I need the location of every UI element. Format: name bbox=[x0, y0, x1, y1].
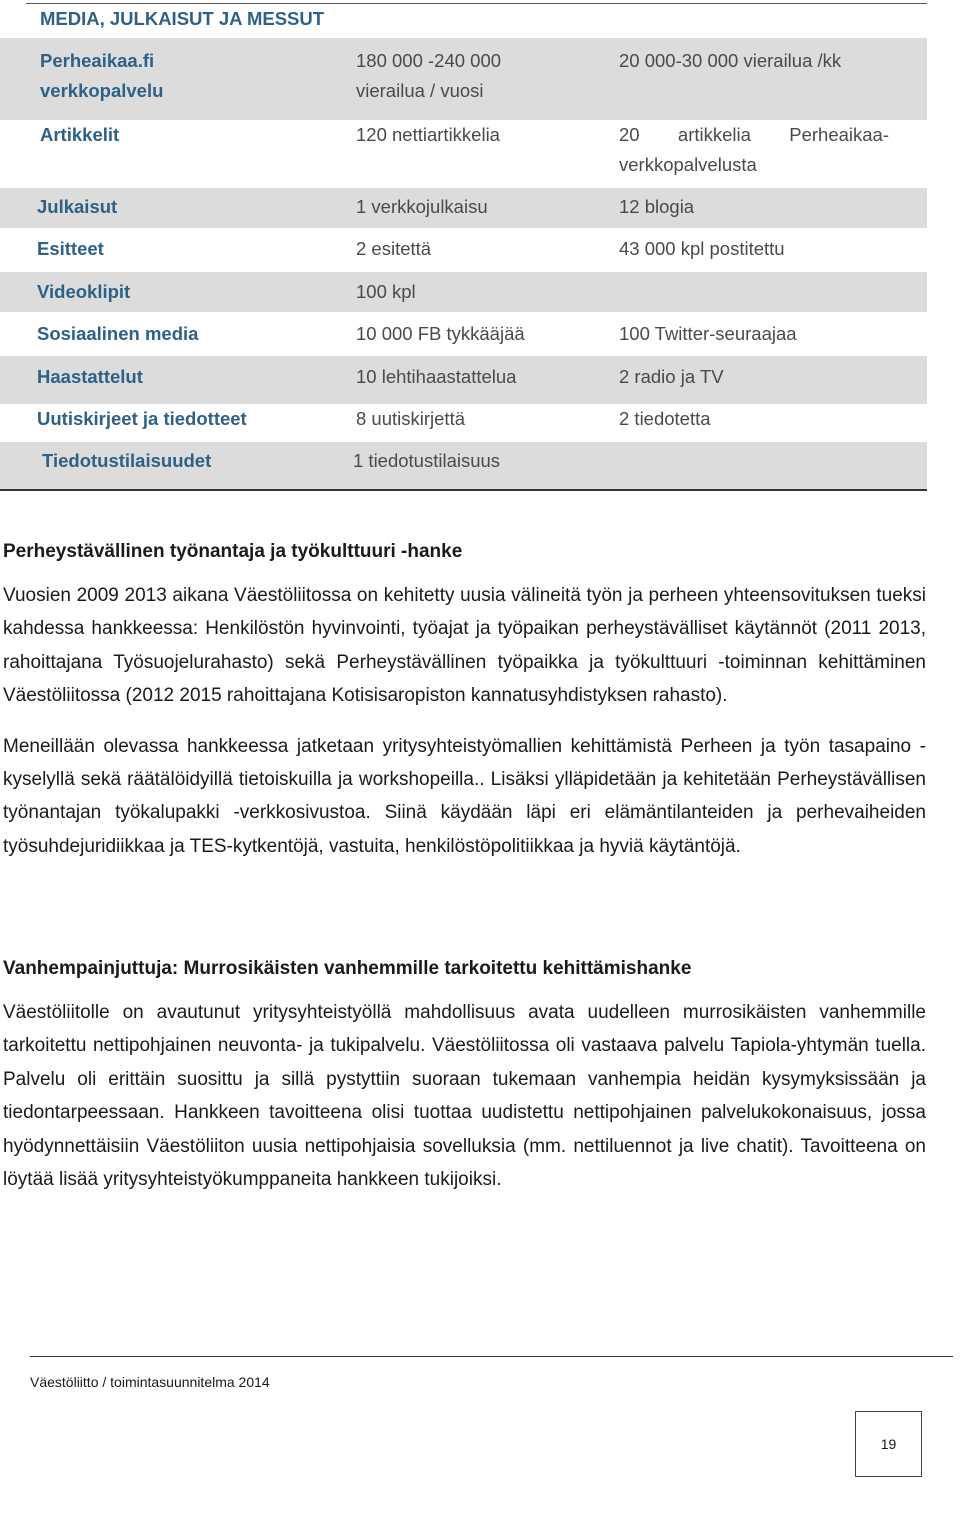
row-col2: 10 000 FB tykkääjää bbox=[356, 323, 525, 344]
row-label: Haastattelut bbox=[37, 366, 143, 387]
row-label: Julkaisut bbox=[37, 196, 118, 217]
section-heading: Perheystävällinen työnantaja ja työkulttuuri -hanke bbox=[3, 541, 463, 562]
row-col2: 2 esitettä bbox=[356, 238, 432, 259]
page-number: 19 bbox=[880, 1436, 897, 1452]
paragraph: Meneillään olevassa hankkeessa jatketaan yritysyhteistyömallien kehittämistä Perheen ja työn tasapaino -kyselyllä sekä räätälöidyillä tietoiskuilla ja workshopeilla.. Lisäksi ylläpidetään ja kehitetään Perheystävällisen työnantajan työkalupakki -verkkosivustoa. Siinä käydään läpi eri elämäntilanteiden ja perhevaiheiden työsuhdejuridiikkaa ja TES-kytkentöjä, vastuita, henkilöstöpolitiikkaa ja hyviä käytäntöjä. bbox=[3, 735, 926, 857]
row-col2: 100 kpl bbox=[356, 281, 416, 302]
table-row bbox=[0, 442, 927, 489]
row-col2: 180 000 -240 000 vierailua / vuosi bbox=[356, 50, 502, 101]
row-label: Tiedotustilaisuudet bbox=[42, 450, 212, 471]
table-row bbox=[0, 38, 927, 120]
table-row bbox=[0, 314, 927, 354]
row-col3: 43 000 kpl postitettu bbox=[619, 238, 785, 259]
paragraph: Vuosien 2009 2013 aikana Väestöliitossa on kehitetty uusia välineitä työn ja perheen yhteensovituksen tueksi kahdessa hankkeessa: Henkilöstön hyvinvointi, työajat ja työpaikan perheystävälliset käytännöt (2011 2013, rahoittajana Työsuojelurahasto) sekä Perheystävällinen työpaikka ja työkulttuuri -toiminnan kehittäminen Väestöliitossa (2012 2015 rahoittajana Kotisisaropiston kannatusyhdistyksen rahasto). bbox=[3, 585, 926, 707]
row-col3: 2 radio ja TV bbox=[619, 366, 724, 387]
section-header: MEDIA, JULKAISUT JA MESSUT bbox=[40, 8, 325, 29]
row-label: Perheaikaa.fi verkkopalvelu bbox=[40, 50, 164, 101]
table-row bbox=[0, 356, 927, 404]
row-label: Sosiaalinen media bbox=[37, 323, 199, 344]
table-bottom-rule bbox=[0, 489, 927, 491]
row-col3: 20 000-30 000 vierailua /kk bbox=[619, 50, 842, 71]
row-col3: 100 Twitter-seuraajaa bbox=[619, 323, 797, 344]
page-number-box bbox=[855, 1411, 922, 1477]
row-col3: 12 blogia bbox=[619, 196, 695, 217]
row-col2: 10 lehtihaastattelua bbox=[356, 366, 517, 387]
section-perheystavallinen bbox=[3, 537, 926, 863]
row-col2: 8 uutiskirjettä bbox=[356, 408, 465, 429]
row-col2: 1 verkkojulkaisu bbox=[356, 196, 488, 217]
section-heading: Vanhempainjuttuja: Murrosikäisten vanhemmille tarkoitettu kehittämishanke bbox=[3, 958, 692, 979]
section-vanhempainjuttuja bbox=[3, 954, 926, 1196]
row-col2: 1 tiedotustilaisuus bbox=[353, 450, 501, 471]
table-header-row bbox=[0, 4, 927, 34]
row-col3: 20 artikkelia Perheaikaa-verkkopalvelusta bbox=[619, 124, 889, 175]
table-row bbox=[0, 404, 927, 442]
row-label: Videoklipit bbox=[37, 281, 131, 302]
footer-text: Väestöliitto / toimintasuunnitelma 2014 bbox=[30, 1374, 270, 1390]
table-row bbox=[0, 230, 927, 270]
table-row bbox=[0, 120, 927, 186]
footer-rule bbox=[30, 1356, 953, 1357]
table-row bbox=[0, 272, 927, 312]
row-label: Uutiskirjeet ja tiedotteet bbox=[37, 408, 247, 429]
table-row bbox=[0, 188, 927, 228]
row-col2: 120 nettiartikkelia bbox=[356, 124, 500, 145]
paragraph: Väestöliitolle on avautunut yritysyhteistyöllä mahdollisuus avata uudelleen murrosikäisten vanhemmille tarkoitettu nettipohjainen neuvonta- ja tukipalvelu. Väestöliitossa oli vastaava palvelu Tapiola-yhtymän tuella. Palvelu oli erittäin suosittu ja sillä pystyttiin suoraan tukemaan vanhempia heidän kysymyksissään ja tiedontarpeessaan. Hankkeen tavoitteena olisi tuottaa uudistettu nettipohjainen palvelukokonaisuus, jossa hyödynnettäisiin Väestöliiton uusia nettipohjaisia sovelluksia (mm. nettiluennot ja live chatit). Tavoitteena on löytää lisää yritysyhteistyökumppaneita hankkeen tukijoiksi. bbox=[3, 1002, 926, 1191]
row-col3: 2 tiedotetta bbox=[619, 408, 711, 429]
row-label: Esitteet bbox=[37, 238, 104, 259]
row-label: Artikkelit bbox=[40, 124, 120, 145]
